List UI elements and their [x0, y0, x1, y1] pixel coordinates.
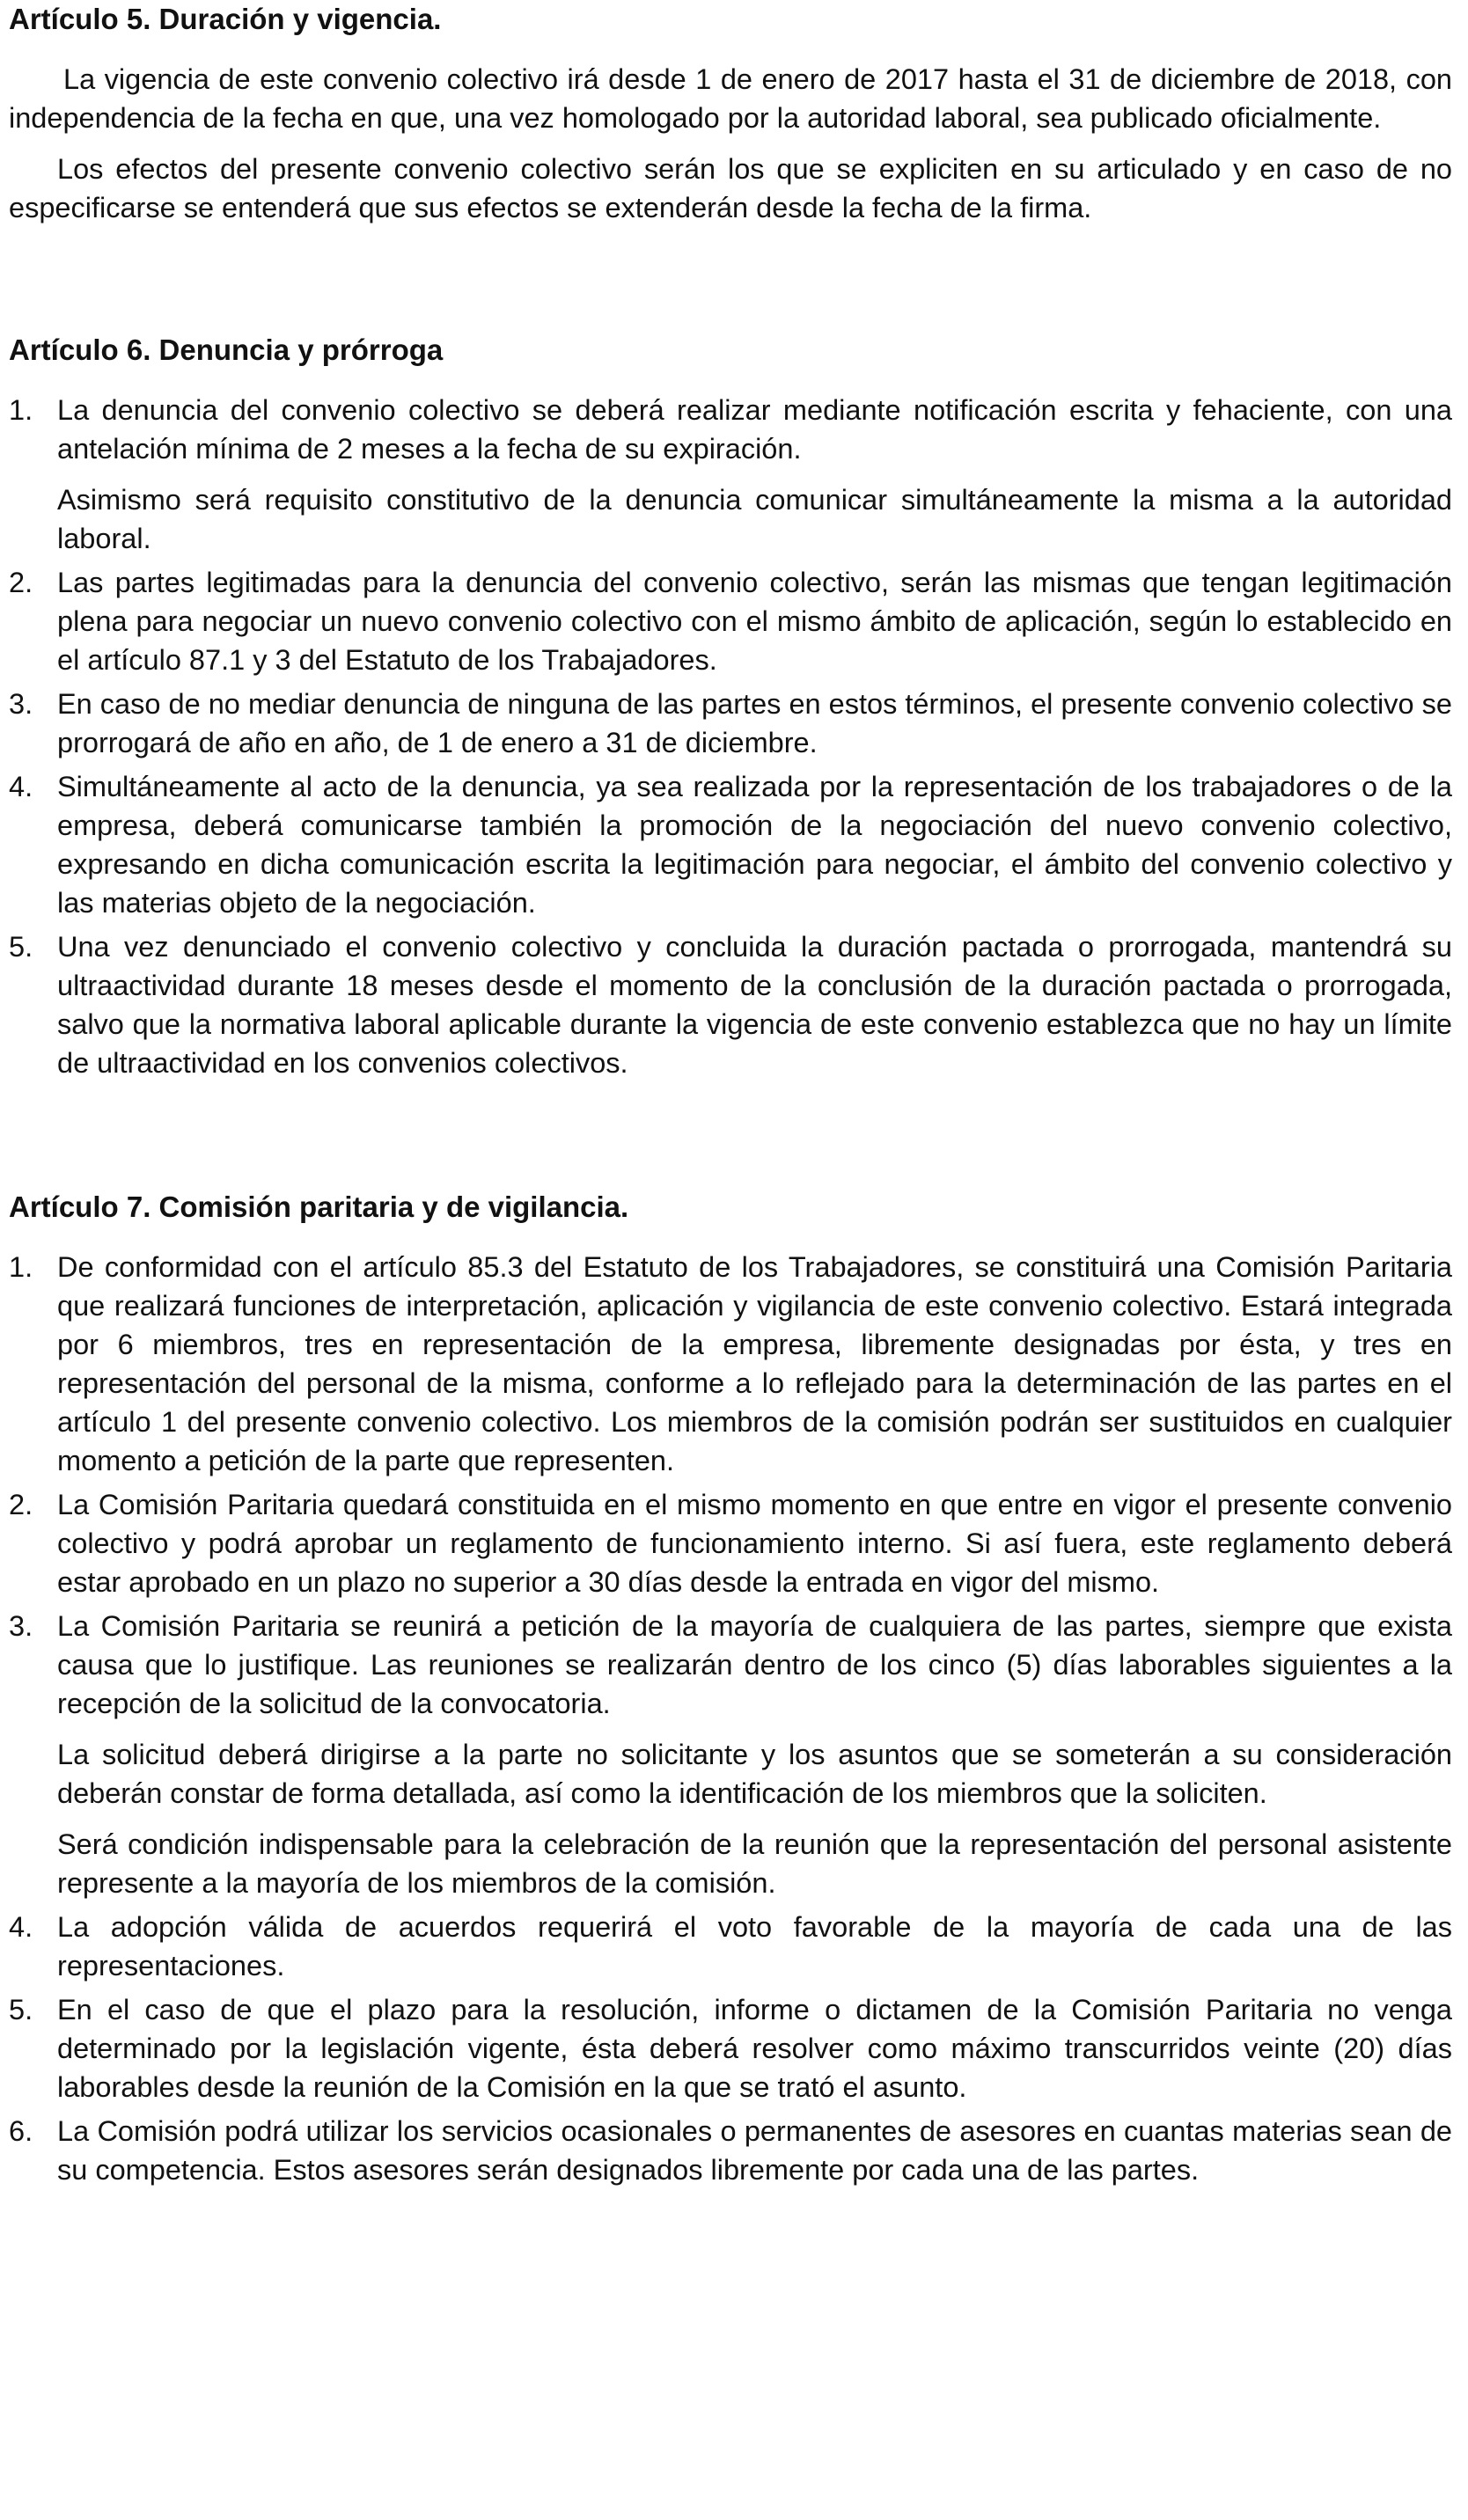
list-item-text: En el caso de que el plazo para la resolución, informe o dictamen de la Comisión Paritaria no venga determinado por la legislación vigente, ésta deberá resolver como máximo transcurridos veinte (20) días laborables desde la reunión de la Comisión en la que se trató el asunto. — [57, 1994, 1452, 2103]
list-item — [9, 391, 1452, 558]
list-item — [9, 1990, 1452, 2106]
list-item — [9, 927, 1452, 1082]
list-item — [9, 767, 1452, 922]
list-item-text: En caso de no mediar denuncia de ninguna de las partes en estos términos, el presente convenio colectivo se prorrogará de año en año, de 1 de enero a 31 de diciembre. — [57, 688, 1452, 758]
article-7 — [9, 1188, 1452, 2189]
list-number: 5. — [9, 1994, 33, 2026]
list-number: 2. — [9, 567, 33, 598]
list-number: 1. — [9, 394, 33, 426]
article-6 — [9, 331, 1452, 1082]
list-item-text: Simultáneamente al acto de la denuncia, ya sea realizada por la representación de los trabajadores o de la empresa, deberá comunicarse también la promoción de la negociación del nuevo convenio colectivo, expresando en dicha comunicación escrita la legitimación para negociar, el ámbito del convenio colectivo y las materias objeto de la negociación. — [57, 771, 1452, 919]
list-number: 3. — [9, 1610, 33, 1642]
list-item — [9, 563, 1452, 679]
article-6-title: Artículo 6. Denuncia y prórroga — [9, 333, 444, 366]
list-item-text: Las partes legitimadas para la denuncia del convenio colectivo, serán las mismas que tengan legitimación plena para negociar un nuevo convenio colectivo con el mismo ámbito de aplicación, según lo establecido en el artículo 87.1 y 3 del Estatuto de los Trabajadores. — [57, 567, 1452, 676]
list-item-text: Una vez denunciado el convenio colectivo y concluida la duración pactada o prorrogada, mantendrá su ultraactividad durante 18 meses desde el momento de la conclusión de la duración pactada o prorrogada, salvo que la normativa laboral aplicable durante la vigencia de este convenio establezca que no hay un límite de ultraactividad en los convenios colectivos. — [57, 931, 1452, 1079]
list-item — [9, 1248, 1452, 1480]
list-number: 2. — [9, 1489, 33, 1520]
article-6-list — [9, 391, 1452, 1082]
list-number: 5. — [9, 931, 33, 963]
list-number: 4. — [9, 771, 33, 802]
article-7-title: Artículo 7. Comisión paritaria y de vigilancia. — [9, 1190, 629, 1223]
list-item-text: La Comisión Paritaria se reunirá a petición de la mayoría de cualquiera de las partes, siempre que exista causa que lo justifique. Las reuniones se realizarán dentro de los cinco (5) días laborables siguientes a la recepción de la solicitud de la convocatoria. — [57, 1610, 1452, 1719]
list-number: 1. — [9, 1251, 33, 1283]
list-item — [9, 1485, 1452, 1601]
list-item — [9, 1908, 1452, 1985]
list-item-subparagraph: Asimismo será requisito constitutivo de la denuncia comunicar simultáneamente la misma a la autoridad laboral. — [57, 484, 1452, 554]
article-5-title: Artículo 5. Duración y vigencia. — [9, 3, 442, 35]
list-item-text: La adopción válida de acuerdos requerirá el voto favorable de la mayoría de cada una de las representaciones. — [57, 1911, 1452, 1982]
list-item-text: La denuncia del convenio colectivo se deberá realizar mediante notificación escrita y fehaciente, con una antelación mínima de 2 meses a la fecha de su expiración. — [57, 394, 1452, 465]
list-item — [9, 2112, 1452, 2189]
article-5 — [9, 0, 1452, 227]
list-item — [9, 1607, 1452, 1902]
article-7-list — [9, 1248, 1452, 2189]
list-item-subparagraph: Será condición indispensable para la celebración de la reunión que la representación del personal asistente represente a la mayoría de los miembros de la comisión. — [57, 1828, 1452, 1899]
list-item-text: La Comisión podrá utilizar los servicios ocasionales o permanentes de asesores en cuantas materias sean de su competencia. Estos asesores serán designados libremente por cada una de las partes. — [57, 2115, 1452, 2186]
list-item-subparagraph: La solicitud deberá dirigirse a la parte no solicitante y los asuntos que se someterán a su consideración deberán constar de forma detallada, así como la identificación de los miembros que la soliciten. — [57, 1739, 1452, 1809]
list-number: 6. — [9, 2115, 33, 2147]
list-item-text: De conformidad con el artículo 85.3 del Estatuto de los Trabajadores, se constituirá una Comisión Paritaria que realizará funciones de interpretación, aplicación y vigilancia de este convenio colectivo. Estará integrada por 6 miembros, tres en representación de la empresa, libremente designadas por ésta, y tres en representación del personal de la misma, conforme a lo reflejado para la determinación de las partes en el artículo 1 del presente convenio colectivo. Los miembros de la comisión podrán ser sustituidos en cualquier momento a petición de la parte que representen. — [57, 1251, 1452, 1476]
list-item-text: La Comisión Paritaria quedará constituida en el mismo momento en que entre en vigor el presente convenio colectivo y podrá aprobar un reglamento de funcionamiento interno. Si así fuera, este reglamento deberá estar aprobado en un plazo no superior a 30 días desde la entrada en vigor del mismo. — [57, 1489, 1452, 1598]
article-5-paragraph-2: Los efectos del presente convenio colectivo serán los que se expliciten en su articulado y en caso de no especificarse se entenderá que sus efectos se extenderán desde la fecha de la firma. — [9, 153, 1452, 223]
list-number: 3. — [9, 688, 33, 720]
list-number: 4. — [9, 1911, 33, 1943]
article-5-paragraph-1: La vigencia de este convenio colectivo irá desde 1 de enero de 2017 hasta el 31 de diciembre de 2018, con independencia de la fecha en que, una vez homologado por la autoridad laboral, sea publicado oficialmente. — [9, 63, 1452, 134]
list-item — [9, 685, 1452, 762]
